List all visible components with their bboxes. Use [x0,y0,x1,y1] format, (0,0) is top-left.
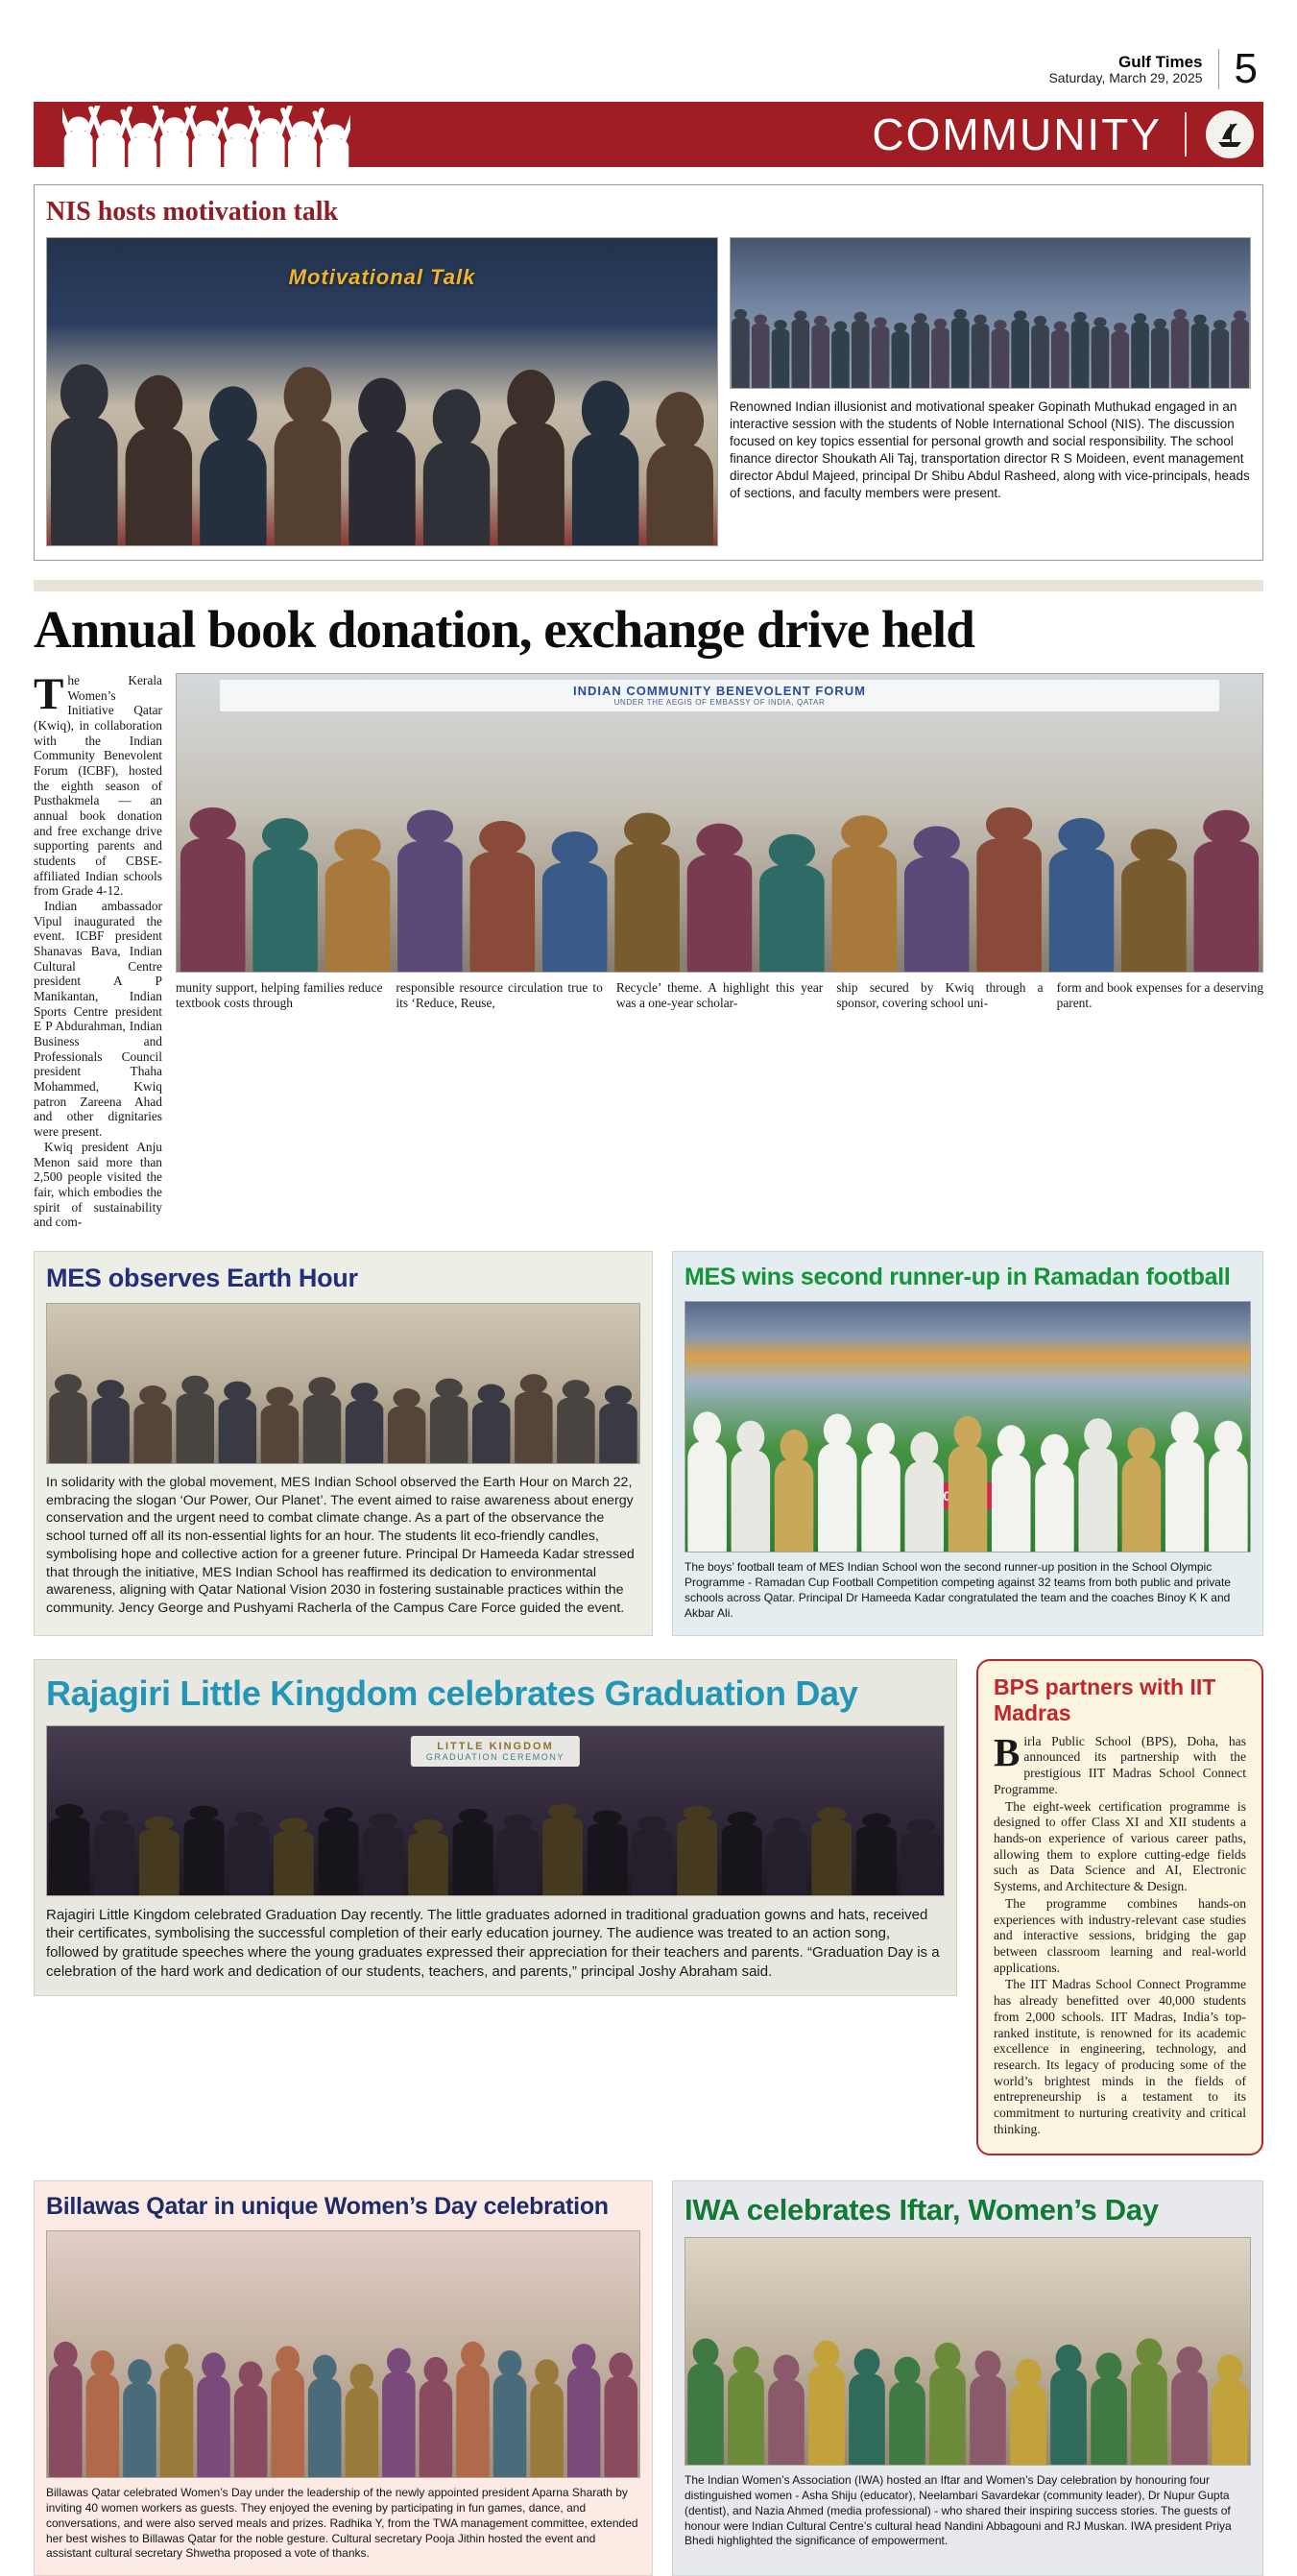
iwa-title: IWA celebrates Iftar, Women’s Day [685,2192,1159,2227]
banner-divider [1185,112,1187,156]
drop-cap: T [34,669,64,719]
section-banner [34,102,1263,167]
football-caption: The boys’ football team of MES Indian School won the second runner-up position in the School Olympic Programme - Ramadan Cup Football Competition competing against 32 teams from both public and private schools across Qatar. Principal Dr Hameeda Kadar congratulated the team and the coaches Binoy K K and Akbar Ali. [685,1559,1231,1620]
article-nis-title: NIS hosts motivation talk [46,197,339,227]
row-billawas-iwa [34,2180,1263,2576]
book-drive-main [176,673,1263,1230]
backdrop-sign-line1: LITTLE KINGDOM [437,1740,554,1752]
iwa-caption: The Indian Women’s Association (IWA) hosted an Iftar and Women’s Day celebration by honouring four distinguished women - Asha Shiju (educator), Neelambari Savardekar (community leader), Dr Nupur Gupta (dentist), and Nazia Ahmed (media professional) - who shared their inspiring success stories. The guests of honour were Indian Cultural Centre’s cultural head Nandini Abbagouni and RJ Muskan. IWA president Priya Bhedi highlighted the significance of empowerment. [685,2472,1232,2548]
nis-audience-photo [730,237,1251,389]
nis-main-photo [46,237,718,546]
book-drive-headline: Annual book donation, exchange drive held [34,600,974,659]
book-drive-group-photo [176,673,1263,973]
article-nis [34,184,1263,561]
row-earth-football [34,1251,1263,1636]
book-drive-column-2: munity support, helping families reduce textbook costs through [176,980,383,1011]
book-drive-column-4: Recycle’ theme. A highlight this year was a one-year scholar- [615,980,824,1011]
book-drive-column-5: ship secured by Kwiq through a sponsor, covering school uni- [836,980,1044,1011]
book-drive-column-1 [34,669,162,1230]
nis-photo-backdrop-text: Motivational Talk [288,265,476,289]
book-drive-paragraph: Kwiq president Anju Menon said more than 2,500 people visited the fair, which embodies the spirit of sustainability and com- [34,1139,162,1230]
icbf-banner-in-photo [220,680,1219,711]
masthead [34,0,1263,102]
headline-accent-strip [34,580,1263,591]
page-number: 5 [1234,45,1258,92]
rajagiri-graduation-photo [46,1725,945,1896]
billawas-group-photo [46,2230,640,2478]
bps-paragraph [994,1729,1246,1798]
earth-hour-photo [46,1303,640,1464]
book-drive-column-3: responsible resource circulation true to its ‘Reduce, Reuse, [396,980,603,1011]
iwa-group-photo [685,2237,1251,2466]
row-rajagiri-bps [34,1659,1263,2155]
bps-paragraph: The IIT Madras School Connect Programme has already benefitted over 40,000 students from 2,000 schools. IIT Madras, India’s top-ranked institute, is renowned for its academic excellence in engineering, technology, and research. Its legacy of producing some of the world’s brightest minds in the fields of entrepreneurship is a testament to its commitment to nurturing creativity and critical thinking. [994,1977,1246,2136]
masthead-text [1048,53,1202,86]
bps-title: BPS partners with IIT Madras [994,1673,1216,1725]
book-drive-layout [34,669,1264,1230]
earth-hour-title: MES observes Earth Hour [46,1263,358,1292]
dhow-logo [1206,110,1254,158]
book-drive-continuation-columns [176,980,1263,1011]
paper-name: Gulf Times [1117,52,1203,71]
icbf-banner-line1: INDIAN COMMUNITY BENEVOLENT FORUM [572,684,867,698]
rajagiri-title: Rajagiri Little Kingdom celebrates Graduation Day [46,1673,858,1713]
bps-paragraph: The eight-week certification programme is designed to offer Class XI and XII students a hands-on experience of various career paths, allowing them to explore cutting-edge fields such as Data Science and AI, Electronic Systems, and Architecture & Design. [994,1798,1246,1894]
article-football [672,1251,1263,1636]
section-title: COMMUNITY [872,109,1162,159]
article-earth-hour [34,1251,653,1636]
football-title: MES wins second runner-up in Ramadan football [685,1263,1231,1290]
book-drive-paragraph: Indian ambassador Vipul inaugurated the event. ICBF president Shanavas Bava, Indian Cultural Centre president A P Manikantan, Indian Sports Centre president E P Abdurahman, Indian Business and Professionals Council president Thaha Mohammed, Kwiq patron Zareena Ahad and other dignitaries were present. [34,899,162,1140]
bps-paragraph-text: irla Public School (BPS), Doha, has announced its partnership with the prestigious IIT Madras School Connect Programme. [994,1733,1246,1796]
article-bps [976,1659,1263,2155]
article-iwa [672,2180,1263,2576]
billawas-caption: Billawas Qatar celebrated Women’s Day under the leadership of the newly appointed president Aparna Sharath by inviting 40 women workers as guests. They enjoyed the evening by participating in fun games, dance, and conversations, and were also served meals and prizes. Radhika Y, from the TWA management committee, extended her best wishes to Billawas Qatar for the noble gesture. Cultural secretary Pooja Jithin hosted the event and assistant cultural secretary Shwetha proposed a vote of thanks. [46,2485,638,2561]
article-rajagiri [34,1659,957,1996]
graduation-backdrop-sign [411,1736,580,1767]
dhow-icon [1213,118,1246,151]
issue-date: Saturday, March 29, 2025 [1048,69,1203,85]
backdrop-sign-line2: GRADUATION CEREMONY [425,1751,565,1762]
football-team-photo [685,1301,1251,1553]
masthead-divider [1218,49,1219,89]
book-drive-paragraph [34,669,162,899]
earth-hour-body: In solidarity with the global movement, MES Indian School observed the Earth Hour on March 22, embracing the slogan ‘Our Power, Our Planet’. The event aimed to raise awareness about energy conservation and the urgent need to combat climate change. As a part of the observance the school turned off all its non-essential lights for an hour. The students lit eco-friendly candles, symbolising hope and collective action for a greener future. Principal Dr Hameeda Kadar stressed that through the initiative, MES Indian School has reaffirmed its dedication to environmental awareness, aligning with Qatar National Vision 2030 in fostering sustainable practices within the community. Jency George and Pushyami Racherla of the Campus Care Force guided the event. [46,1474,635,1616]
article-nis-photos [46,237,1251,546]
article-book-drive [34,580,1263,1230]
nis-caption: Renowned Indian illusionist and motivational speaker Gopinath Muthukad engaged in an interactive session with the students of Noble International School (NIS). The discussion focused on key topics essential for personal growth and social responsibility. The school finance director Shoukath Ali Taj, transportation director R S Moideen, event management director Abdul Majeed, principal Dr Shibu Abdul Rasheed, along with vice-principals, heads of sections, and faculty members were present. [730,399,1250,500]
bps-paragraph: The programme combines hands-on experiences with industry-relevant case studies and interactive sessions, bridging the gap between classroom learning and real-world applications. [994,1895,1246,1975]
book-drive-paragraph-text: he Kerala Women’s Initiative Qatar (Kwiq), in collaboration with the Indian Community Benevolent Forum (ICBF), hosted the eighth season of Pusthakmela — an annual book donation and free exchange drive supporting parents and students of CBSE-affiliated Indian schools from Grade 4-12. [34,673,162,899]
billawas-title: Billawas Qatar in unique Women’s Day celebration [46,2192,609,2220]
icbf-banner-line2: UNDER THE AEGIS OF EMBASSY OF INDIA, QATAR [613,698,826,707]
book-drive-column-6: form and book expenses for a deserving parent. [1056,980,1264,1011]
rajagiri-body: Rajagiri Little Kingdom celebrated Graduation Day recently. The little graduates adorned in traditional graduation gowns and hats, received their certificates, symbolising the successful completion of their early education journey. The audience was treated to an action song, followed by gratitude speeches where the young graduates expressed their appreciation for their teachers and parents. “Graduation Day is a celebration of the hard work and dedication of our students, teachers, and parents,” principal Joshy Abraham said. [46,1906,940,1981]
crowd-silhouette-graphic [62,106,350,167]
nis-right-column [730,237,1251,546]
drop-cap: B [994,1729,1021,1774]
article-billawas [34,2180,653,2576]
